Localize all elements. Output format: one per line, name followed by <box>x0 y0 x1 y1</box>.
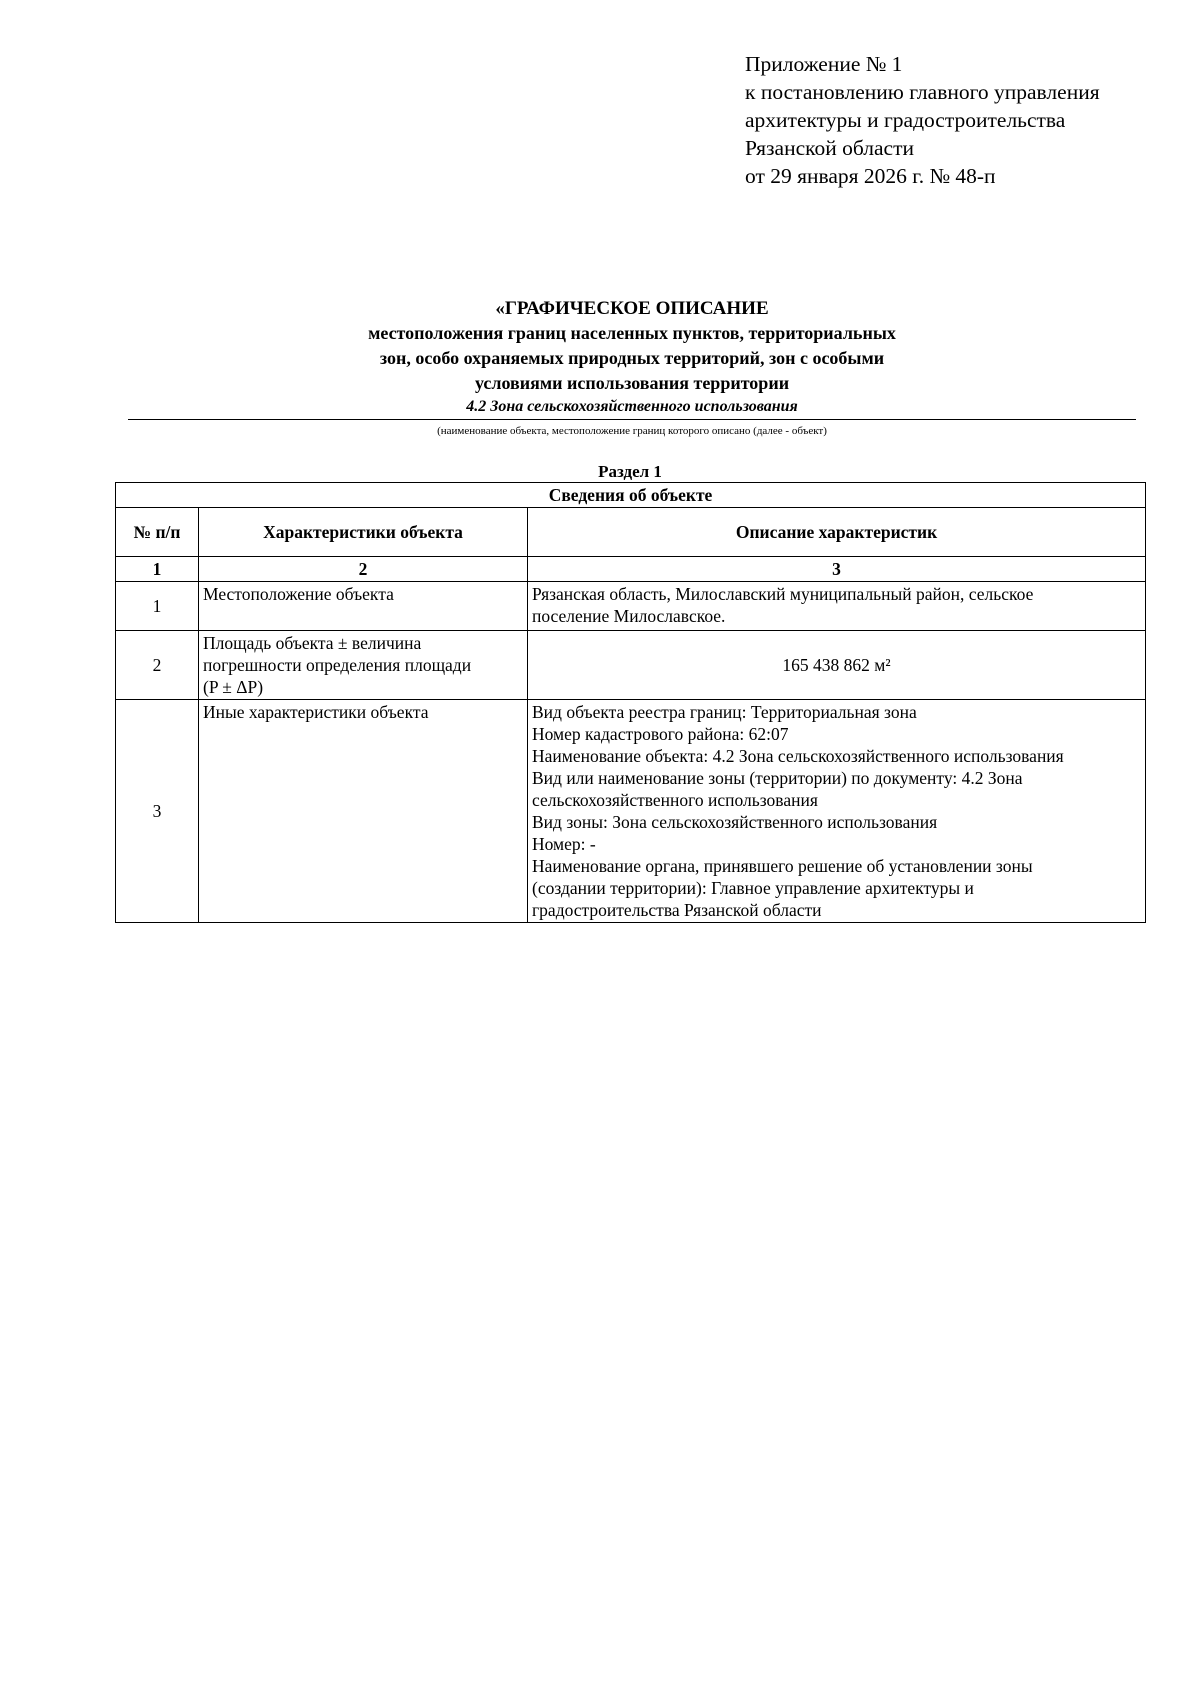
table-title: Сведения об объекте <box>116 483 1146 508</box>
description-line: Наименование объекта: 4.2 Зона сельскохозяйственного использования <box>532 746 1064 766</box>
description-line: Номер кадастрового района: 62:07 <box>532 724 789 744</box>
description-line: сельскохозяйственного использования <box>532 790 818 810</box>
index-cell: 2 <box>199 557 528 582</box>
appendix-reference <box>745 50 1100 190</box>
object-info-table <box>115 482 1146 923</box>
index-cell: 1 <box>116 557 199 582</box>
characteristic-line: (P ± ΔP) <box>203 677 264 697</box>
header-characteristic: Характеристики объекта <box>199 508 528 557</box>
row-characteristic <box>199 631 528 700</box>
row-num: 2 <box>116 631 199 700</box>
header-description: Описание характеристик <box>528 508 1146 557</box>
description-line: (создании территории): Главное управление архитектуры и <box>532 878 974 898</box>
characteristic-line: погрешности определения площади <box>203 655 472 675</box>
description-line: Вид объекта реестра границ: Территориальная зона <box>532 702 917 722</box>
row-description <box>528 582 1146 631</box>
document-heading <box>128 296 1136 439</box>
object-name: 4.2 Зона сельскохозяйственного использования <box>128 396 1136 420</box>
table-row <box>116 700 1146 923</box>
row-characteristic: Иные характеристики объекта <box>199 700 528 923</box>
table-index-row <box>116 557 1146 582</box>
description-line: Номер: - <box>532 834 596 854</box>
description-line: поселение Милославское. <box>532 606 726 626</box>
table-title-row <box>116 483 1146 508</box>
row-num: 1 <box>116 582 199 631</box>
row-characteristic: Местоположение объекта <box>199 582 528 631</box>
document-title: «ГРАФИЧЕСКОЕ ОПИСАНИЕ <box>495 298 769 319</box>
characteristic-line: Площадь объекта ± величина <box>203 633 422 653</box>
description-line: Вид или наименование зоны (территории) по документу: 4.2 Зона <box>532 768 1023 788</box>
row-description <box>528 700 1146 923</box>
description-line: градостроительства Рязанской области <box>532 900 822 920</box>
header-num: № п/п <box>116 508 199 557</box>
description-line: Вид зоны: Зона сельскохозяйственного использования <box>532 812 938 832</box>
section-title: Раздел 1 <box>598 462 662 481</box>
table-row <box>116 582 1146 631</box>
row-description: 165 438 862 м² <box>528 631 1146 700</box>
description-line: Рязанская область, Милославский муниципальный район, сельское <box>532 584 1034 604</box>
document-subtitle-line: местоположения границ населенных пунктов, территориальных <box>368 323 896 343</box>
document-subtitle-line: зон, особо охраняемых природных территорий, зон с особыми <box>379 348 885 368</box>
description-line: Наименование органа, принявшего решение об установлении зоны <box>532 856 1033 876</box>
table-row <box>116 631 1146 700</box>
appendix-line: архитектуры и градостроительства <box>745 108 1066 132</box>
row-num: 3 <box>116 700 199 923</box>
appendix-line: Приложение № 1 <box>745 52 903 76</box>
document-subtitle-line: условиями использования территории <box>474 373 790 393</box>
index-cell: 3 <box>528 557 1146 582</box>
appendix-line: к постановлению главного управления <box>745 80 1100 104</box>
appendix-line: Рязанской области <box>745 136 914 160</box>
object-caption: (наименование объекта, местоположение границ которого описано (далее - объект) <box>437 425 827 437</box>
table-header-row <box>116 508 1146 557</box>
appendix-line: от 29 января 2026 г. № 48-п <box>745 164 996 188</box>
